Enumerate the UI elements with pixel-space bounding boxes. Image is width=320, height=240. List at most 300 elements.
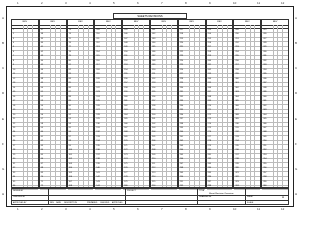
sheet-number-cell: 236 [179, 113, 184, 116]
sheet-number-cell: 131 [96, 126, 100, 129]
sheet-number-cell: 352 [263, 149, 267, 152]
row-divider [68, 104, 94, 105]
row-divider [68, 100, 94, 101]
sheet-number-cell: 67 [40, 162, 44, 165]
sheet-number-cell: 322 [235, 176, 239, 179]
sheet-number-cell: 37 [40, 28, 44, 31]
sheet-number-cell: 231 [179, 91, 184, 94]
zone-row-marker: E [295, 116, 298, 121]
sheet-number-cell: 192 [152, 77, 156, 80]
sheet-number-cell: 255 [207, 37, 211, 40]
sheet-number-cell: 53 [40, 100, 44, 103]
sheet-number-cell: 261 [207, 64, 211, 67]
sheet-number-cell: 286 [207, 176, 211, 179]
row-divider [68, 144, 94, 145]
row-divider [40, 73, 66, 74]
row-divider [40, 77, 66, 78]
row-divider [12, 176, 38, 177]
sheet-number-cell: 341 [263, 100, 267, 103]
sheet-number-cell: 198 [152, 104, 156, 107]
sheet-number-cell: 128 [96, 113, 100, 116]
revision-group [261, 19, 289, 188]
revision-group-header: REV [151, 20, 177, 26]
sheet-number-cell: 114 [96, 50, 100, 53]
sheet-number-cell: 126 [96, 104, 100, 107]
sheet-number-cell: 276 [207, 131, 211, 134]
sheet-number-cell: 336 [263, 77, 267, 80]
row-divider [40, 55, 66, 56]
row-divider [12, 158, 38, 159]
scale-label: SCALE [247, 201, 254, 204]
sheet-number-cell: 144 [96, 185, 100, 188]
sheet-number-cell: 96 [68, 131, 71, 134]
sheet-number-cell: 174 [124, 158, 128, 161]
zone-column-marker: 3 [65, 207, 67, 211]
row-divider [40, 180, 66, 181]
checker-label: CHECKED BY [13, 196, 26, 198]
sheet-number-cell: 27 [13, 144, 16, 147]
sheet-number-cell: 32 [13, 167, 16, 170]
row-divider [12, 64, 38, 65]
sheet-number-cell: 180 [124, 185, 128, 188]
sheet-number-cell: 39 [40, 37, 44, 40]
sheet-number-cell: 8 [13, 59, 15, 62]
row-divider [12, 37, 38, 38]
sheet-number-cell: 289 [235, 28, 239, 31]
sheet-number-cell: 234 [179, 104, 184, 107]
sheet-number-cell: 288 [207, 185, 211, 188]
sheet-number-cell: 256 [207, 42, 211, 45]
sheet-number-cell: 310 [235, 122, 239, 125]
sheet-number-cell: 320 [235, 167, 239, 170]
row-divider [68, 32, 94, 36]
row-divider [68, 122, 94, 123]
sheet-number-cell: 29 [13, 153, 16, 156]
sheet-number-cell: 70 [40, 176, 44, 179]
zone-row-marker: A [295, 16, 298, 21]
row-divider [12, 46, 38, 47]
sheet-number-cell: 25 [13, 135, 16, 138]
row-divider [40, 162, 66, 163]
rev-col-label: REV [50, 201, 54, 204]
sheet-number-cell: 109 [96, 28, 100, 31]
sheet-number-cell: 329 [263, 46, 267, 49]
sheet-number-cell: 313 [235, 135, 239, 138]
row-divider [12, 59, 38, 60]
zone-column-marker: 1 [17, 207, 19, 211]
sheet-number-cell: 184 [152, 42, 156, 45]
sheet-number-cell: 290 [235, 33, 239, 36]
row-divider [68, 131, 94, 132]
zone-column-marker: 2 [41, 207, 43, 211]
sheet-number-cell: 36 [13, 185, 16, 188]
zone-column-marker: 10 [233, 1, 237, 5]
row-divider [68, 95, 94, 96]
row-divider [12, 144, 38, 145]
sheet-number-cell: 314 [235, 140, 239, 143]
zone-column-marker: 7 [161, 1, 163, 5]
sheet-number-cell: 103 [68, 162, 72, 165]
revision-value: A [282, 195, 285, 199]
row-divider [68, 140, 94, 141]
sheet-number-cell: 195 [152, 91, 156, 94]
sheet-number-cell: 177 [124, 171, 128, 174]
row-divider [12, 162, 38, 163]
row-divider [68, 46, 94, 47]
sheet-number-cell: 82 [68, 68, 71, 71]
sheet-number-cell: 48 [40, 77, 44, 80]
sheet-number-cell: 279 [207, 144, 211, 147]
sheet-number-cell: 66 [40, 158, 44, 161]
row-divider [40, 140, 66, 141]
sheet-number-cell: 143 [96, 180, 100, 183]
sheet-number-cell: 230 [179, 86, 184, 89]
sheet-number-cell: 217 [179, 28, 184, 31]
row-divider [40, 64, 66, 65]
sheet-number-cell: 55 [40, 109, 44, 112]
sheet-number-cell: 330 [263, 50, 267, 53]
sheet-number-cell: 258 [207, 50, 211, 53]
row-divider [40, 167, 66, 168]
sheet-number-cell: 159 [124, 91, 128, 94]
sheet-number-cell: 250 [179, 176, 184, 179]
sheet-number-cell: 80 [68, 59, 71, 62]
sheet-number-cell: 348 [263, 131, 267, 134]
sheet-number-cell: 41 [40, 46, 44, 49]
sheet-number-cell: 94 [68, 122, 71, 125]
sheet-number-cell: 173 [124, 153, 128, 156]
sheet-number-cell: 57 [40, 118, 44, 121]
sheet-number-cell: 31 [13, 162, 16, 165]
sheet-number-cell: 23 [13, 126, 16, 129]
revision-group [206, 19, 234, 188]
sheet-number-cell: 147 [124, 37, 128, 40]
sheet-number-cell: 75 [68, 37, 71, 40]
sheet-number-cell: 215 [152, 180, 156, 183]
revision-group-header: REV [12, 20, 38, 26]
sheet-number-cell: 91 [68, 109, 71, 112]
sheet-number-cell: 65 [40, 153, 44, 156]
zone-column-marker: 11 [257, 1, 261, 5]
sheet-number-cell: 112 [96, 42, 100, 45]
sheet-number-cell: 199 [152, 109, 156, 112]
sheet-number-cell: 61 [40, 135, 44, 138]
sheet-number-cell: 150 [124, 50, 128, 53]
sheet-number-cell: 15 [13, 91, 16, 94]
sheet-number-cell: 237 [179, 118, 184, 121]
revision-group [94, 19, 122, 188]
sheet-number-cell: 249 [179, 171, 184, 174]
row-divider [12, 68, 38, 69]
sheet-number-cell: 246 [179, 158, 184, 161]
sheet-number-cell: 120 [96, 77, 100, 80]
zone-column-marker: 11 [257, 207, 261, 211]
row-divider [68, 109, 94, 110]
sheet-number-cell: 6 [13, 50, 15, 53]
sheet-number-cell: 302 [235, 86, 239, 89]
zone-row-marker: B [2, 41, 5, 46]
revision-subheader [40, 25, 66, 29]
sheet-number-cell: 140 [96, 167, 100, 170]
sheet-number-cell: 225 [179, 64, 184, 67]
sheet-number-cell: 203 [152, 126, 156, 129]
sheet-number-cell: 2 [13, 33, 15, 36]
sheet-number-cell: 136 [96, 149, 100, 152]
sheet-number-cell: 326 [263, 33, 267, 36]
sheet-number-cell: 254 [207, 33, 211, 36]
sheet-number-cell: 17 [13, 100, 16, 103]
sheet-number-cell: 123 [96, 91, 100, 94]
sheet-number-cell: 241 [179, 135, 184, 138]
zone-row-marker: G [2, 166, 5, 171]
sheet-number-cell: 299 [235, 73, 239, 76]
sheet-number-cell: 24 [13, 131, 16, 134]
sheet-number-cell: 110 [96, 33, 100, 36]
sheet-number-cell: 317 [235, 153, 239, 156]
sheet-number-cell: 244 [179, 149, 184, 152]
zone-row-marker: F [295, 141, 297, 146]
sheet-number-cell: 308 [235, 113, 239, 116]
zone-column-marker: 7 [161, 207, 163, 211]
sheet-number-cell: 312 [235, 131, 239, 134]
row-divider [12, 135, 38, 136]
sheet-number-cell: 297 [235, 64, 239, 67]
sheet-number-cell: 307 [235, 109, 239, 112]
sheet-number-cell: 64 [40, 149, 44, 152]
row-divider [68, 91, 94, 92]
sheet-number-cell: 97 [68, 135, 71, 138]
sheet-number-cell: 338 [263, 86, 267, 89]
zone-row-marker: E [2, 116, 5, 121]
row-divider [40, 37, 66, 38]
row-divider [68, 113, 94, 114]
zone-column-marker: 8 [185, 1, 187, 5]
row-divider [12, 100, 38, 101]
sheet-number-cell: 340 [263, 95, 267, 98]
sheet-number-cell: 33 [13, 171, 16, 174]
sheet-number-cell: 58 [40, 122, 44, 125]
sheet-number-cell: 102 [68, 158, 72, 161]
zone-column-marker: 4 [89, 207, 91, 211]
sheet-number-cell: 325 [263, 28, 267, 31]
revision-group-header: REV [234, 20, 260, 26]
sheet-number-cell: 333 [263, 64, 267, 67]
row-divider [40, 86, 66, 87]
sheet-number-cell: 176 [124, 167, 128, 170]
sheet-number-cell: 354 [263, 158, 267, 161]
sheet-number-cell: 295 [235, 55, 239, 58]
sheet-number-cell: 16 [13, 95, 16, 98]
sheet-number-cell: 220 [179, 42, 184, 45]
revision-grid [11, 19, 289, 188]
sheet-number-cell: 229 [179, 82, 184, 85]
sheet-number-cell: 311 [235, 126, 239, 129]
sheet-number-cell: 107 [68, 180, 72, 183]
sheet-number-cell: 240 [179, 131, 184, 134]
zone-row-marker: C [295, 66, 298, 71]
sheet-number-cell: 223 [179, 55, 184, 58]
sheet-number-cell: 278 [207, 140, 211, 143]
sheet-number-cell: 214 [152, 176, 156, 179]
sheet-number-cell: 213 [152, 171, 156, 174]
sheet-number-cell: 332 [263, 59, 267, 62]
sheet-number-cell: 69 [40, 171, 44, 174]
sheet-number-cell: 63 [40, 144, 44, 147]
zone-row-marker: D [295, 91, 298, 96]
revision-group-header: REV [207, 20, 233, 26]
row-divider [12, 73, 38, 74]
sheet-number-cell: 93 [68, 118, 71, 121]
sheet-number-cell: 239 [179, 126, 184, 129]
zone-column-marker: 6 [137, 1, 139, 5]
zone-row-marker: F [2, 141, 4, 146]
revision-group [67, 19, 95, 188]
sheet-number-cell: 124 [96, 95, 100, 98]
revision-subheader [12, 25, 38, 29]
row-divider [40, 41, 66, 45]
sheet-number-cell: 218 [179, 33, 184, 36]
zone-column-marker: 12 [281, 1, 285, 5]
sheet-number-cell: 346 [263, 122, 267, 125]
sheet-number-cell: 357 [263, 171, 267, 174]
sheet-number-cell: 191 [152, 73, 156, 76]
sheet-number-cell: 133 [96, 135, 100, 138]
sheet-number-cell: 7 [13, 55, 15, 58]
sheet-number-cell: 101 [68, 153, 72, 156]
zone-row-marker: H [2, 191, 5, 196]
sheet-number-cell: 151 [124, 55, 128, 58]
row-divider [12, 104, 38, 105]
sheet-number-cell: 204 [152, 131, 156, 134]
sheet-number-cell: 219 [179, 37, 184, 40]
sheet-number-cell: 5 [13, 46, 15, 49]
row-divider [40, 104, 66, 105]
sheet-number-cell: 38 [40, 33, 44, 36]
sheet-number-cell: 73 [68, 28, 71, 31]
zone-column-marker: 6 [137, 207, 139, 211]
row-divider [12, 149, 38, 150]
sheet-number-cell: 235 [179, 109, 184, 112]
sheet-number-cell: 210 [152, 158, 156, 161]
sheet-number-cell: 90 [68, 104, 71, 107]
sheet-number-cell: 26 [13, 140, 16, 143]
sheet-number-cell: 253 [207, 28, 211, 31]
sheet-number-cell: 339 [263, 91, 267, 94]
sheet-number-cell: 138 [96, 158, 100, 161]
row-divider [40, 176, 66, 177]
row-divider [40, 126, 66, 127]
row-divider [12, 167, 38, 168]
sheet-number-cell: 1 [13, 28, 15, 31]
sheet-number-cell: 171 [124, 144, 128, 147]
sheet-number-cell: 77 [68, 46, 71, 49]
sheet-number-cell: 149 [124, 46, 128, 49]
sheet-number-cell: 111 [96, 37, 100, 40]
sheet-number-cell: 185 [152, 46, 156, 49]
row-divider [40, 109, 66, 110]
row-divider [68, 37, 94, 38]
sheet-number-cell: 274 [207, 122, 211, 125]
sheet-number-cell: 165 [124, 118, 128, 121]
sheet-label: SHEET [247, 196, 254, 198]
sheet-number-cell: 164 [124, 113, 128, 116]
sheet-number-cell: 228 [179, 77, 184, 80]
sheet-number-cell: 347 [263, 126, 267, 129]
sheet-number-cell: 146 [124, 33, 128, 36]
sheet-number-cell: 34 [13, 176, 16, 179]
sheet-number-cell: 221 [179, 46, 184, 49]
sheet-number-cell: 99 [68, 144, 71, 147]
sheet-number-cell: 11 [13, 73, 16, 76]
sheet-number-cell: 328 [263, 42, 267, 45]
sheet-number-cell: 316 [235, 149, 239, 152]
sheet-number-cell: 163 [124, 109, 128, 112]
sheet-number-cell: 108 [68, 185, 72, 188]
zone-row-marker: G [295, 166, 298, 171]
sheet-title: SHEETS REVISIONS [113, 13, 187, 19]
sheet-number-cell: 100 [68, 149, 72, 152]
sheet-number-cell: 49 [40, 82, 44, 85]
row-divider [40, 117, 66, 121]
sheet-number-cell: 86 [68, 86, 71, 89]
sheet-number-cell: 280 [207, 149, 211, 152]
zone-row-marker: A [2, 16, 5, 21]
sheet-number-cell: 14 [13, 86, 16, 89]
sheet-number-cell: 95 [68, 126, 71, 129]
sheet-number-cell: 68 [40, 167, 44, 170]
sheet-number-cell: 51 [40, 91, 44, 94]
sheet-number-cell: 50 [40, 86, 44, 89]
sheet-number-cell: 105 [68, 171, 72, 174]
row-divider [68, 68, 94, 69]
revision-subheader [68, 25, 94, 29]
row-divider [12, 50, 38, 51]
sheet-number-cell: 186 [152, 50, 156, 53]
revision-group [11, 19, 39, 188]
sheet-number-cell: 190 [152, 68, 156, 71]
sheet-number-cell: 292 [235, 42, 239, 45]
revision-group-header: REV [68, 20, 94, 26]
sheet-number-cell: 178 [124, 176, 128, 179]
sheet-number-cell: 156 [124, 77, 128, 80]
sheet-number-cell: 175 [124, 162, 128, 165]
zone-column-marker: 1 [17, 1, 19, 5]
prepared-col-label: PREPARED [87, 201, 98, 204]
row-divider [40, 68, 66, 69]
sheet-number-cell: 306 [235, 104, 239, 107]
designer-label: DESIGN BY [13, 190, 24, 192]
sheet-number-cell: 106 [68, 176, 72, 179]
sheet-number-cell: 125 [96, 100, 100, 103]
zone-row-marker: H [295, 191, 298, 196]
sheet-number-cell: 157 [124, 82, 128, 85]
sheet-number-cell: 181 [152, 28, 156, 31]
sheet-number-cell: 351 [263, 144, 267, 147]
row-divider [40, 122, 66, 123]
sheet-number-cell: 9 [13, 64, 15, 67]
description-col-label: DESCRIPTION [64, 201, 77, 204]
sheet-number-cell: 284 [207, 167, 211, 170]
row-divider [40, 131, 66, 132]
sheet-number-cell: 226 [179, 68, 184, 71]
sheet-number-cell: 19 [13, 109, 16, 112]
sheet-number-cell: 212 [152, 167, 156, 170]
sheet-number-cell: 30 [13, 158, 16, 161]
sheet-number-cell: 13 [13, 82, 16, 85]
row-divider [12, 126, 38, 127]
sheet-number-cell: 291 [235, 37, 239, 40]
sheet-number-cell: 232 [179, 95, 184, 98]
